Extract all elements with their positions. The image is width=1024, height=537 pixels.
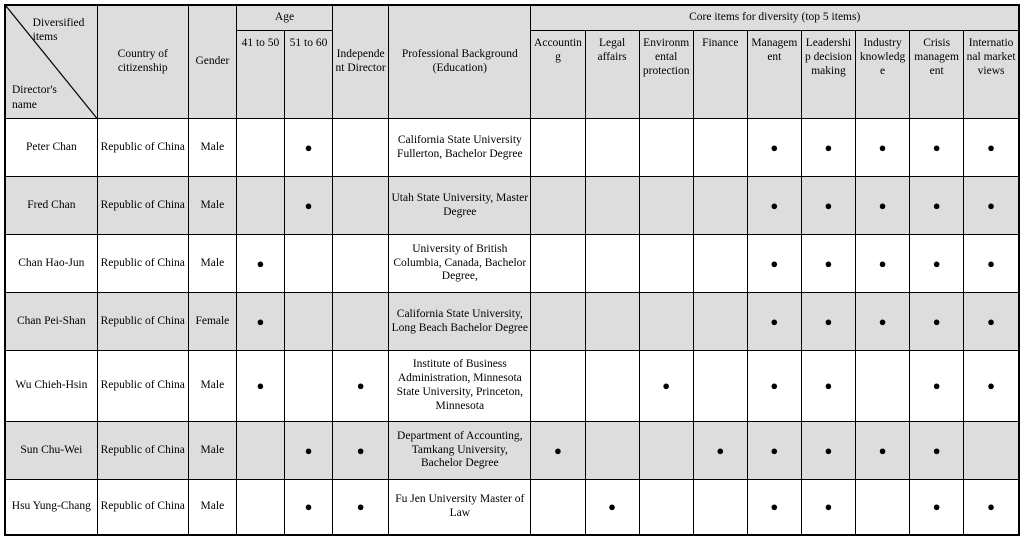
core-mark-cell xyxy=(639,119,693,177)
core-mark-cell: ● xyxy=(856,177,910,235)
age-41-50-cell: ● xyxy=(236,351,284,422)
background-cell: Department of Accounting, Tamkang University, Bachelor Degree xyxy=(389,422,531,480)
core-mark-cell: ● xyxy=(747,235,801,293)
core-mark-cell: ● xyxy=(964,119,1019,177)
core-mark-cell: ● xyxy=(964,480,1019,536)
core-mark-cell xyxy=(693,480,747,536)
table-row xyxy=(5,293,1019,351)
core-mark-cell: ● xyxy=(910,422,964,480)
core-header-environmental-protection: Environmental protection xyxy=(639,31,693,119)
core-mark-cell xyxy=(693,351,747,422)
background-cell: Fu Jen University Master of Law xyxy=(389,480,531,536)
core-mark-cell: ● xyxy=(747,293,801,351)
core-mark-cell xyxy=(585,293,639,351)
country-cell: Republic of China xyxy=(97,293,188,351)
background-cell: Institute of Business Administration, Minnesota State University, Princeton, Minnesota xyxy=(389,351,531,422)
core-mark-cell xyxy=(585,351,639,422)
gender-cell: Male xyxy=(188,351,236,422)
independent-cell: ● xyxy=(333,351,389,422)
core-mark-cell xyxy=(531,351,585,422)
age-41-50-header: 41 to 50 xyxy=(236,31,284,119)
country-cell: Republic of China xyxy=(97,422,188,480)
background-cell: California State University Fullerton, Bachelor Degree xyxy=(389,119,531,177)
background-cell: California State University, Long Beach Bachelor Degree xyxy=(389,293,531,351)
age-51-60-cell: ● xyxy=(284,177,332,235)
core-mark-cell: ● xyxy=(856,293,910,351)
core-mark-cell xyxy=(693,177,747,235)
director-name-cell: Wu Chieh-Hsin xyxy=(5,351,97,422)
core-mark-cell: ● xyxy=(747,480,801,536)
country-header: Country of citizenship xyxy=(97,5,188,119)
independent-cell xyxy=(333,177,389,235)
core-mark-cell: ● xyxy=(585,480,639,536)
core-mark-cell: ● xyxy=(801,177,855,235)
core-mark-cell: ● xyxy=(747,422,801,480)
core-mark-cell: ● xyxy=(910,119,964,177)
gender-cell: Male xyxy=(188,235,236,293)
core-mark-cell: ● xyxy=(910,177,964,235)
age-51-60-cell xyxy=(284,235,332,293)
background-cell: University of British Columbia, Canada, Bachelor Degree, xyxy=(389,235,531,293)
core-mark-cell: ● xyxy=(964,177,1019,235)
age-41-50-cell xyxy=(236,480,284,536)
core-mark-cell xyxy=(531,293,585,351)
core-mark-cell xyxy=(856,351,910,422)
director-name-cell: Chan Pei-Shan xyxy=(5,293,97,351)
directors-name-label: Director's name xyxy=(12,84,57,111)
country-cell: Republic of China xyxy=(97,351,188,422)
age-51-60-cell: ● xyxy=(284,480,332,536)
core-mark-cell: ● xyxy=(964,293,1019,351)
core-mark-cell: ● xyxy=(964,351,1019,422)
age-41-50-cell xyxy=(236,119,284,177)
core-mark-cell xyxy=(531,235,585,293)
core-mark-cell: ● xyxy=(964,235,1019,293)
core-mark-cell xyxy=(856,480,910,536)
director-name-cell: Chan Hao-Jun xyxy=(5,235,97,293)
core-mark-cell xyxy=(693,293,747,351)
table-row xyxy=(5,422,1019,480)
table-row xyxy=(5,480,1019,536)
country-cell: Republic of China xyxy=(97,119,188,177)
core-mark-cell: ● xyxy=(856,119,910,177)
core-mark-cell xyxy=(639,422,693,480)
core-mark-cell: ● xyxy=(910,351,964,422)
header-row-top xyxy=(5,5,1019,31)
core-mark-cell: ● xyxy=(801,119,855,177)
core-mark-cell: ● xyxy=(856,422,910,480)
table-row xyxy=(5,119,1019,177)
core-mark-cell: ● xyxy=(639,351,693,422)
core-mark-cell: ● xyxy=(801,480,855,536)
gender-cell: Female xyxy=(188,293,236,351)
core-mark-cell: ● xyxy=(693,422,747,480)
core-mark-cell xyxy=(639,480,693,536)
country-cell: Republic of China xyxy=(97,177,188,235)
core-mark-cell: ● xyxy=(801,351,855,422)
gender-cell: Male xyxy=(188,480,236,536)
age-41-50-cell xyxy=(236,177,284,235)
core-mark-cell xyxy=(693,119,747,177)
core-mark-cell xyxy=(531,480,585,536)
independent-cell xyxy=(333,293,389,351)
independent-cell xyxy=(333,119,389,177)
country-cell: Republic of China xyxy=(97,235,188,293)
core-mark-cell: ● xyxy=(801,293,855,351)
core-header-international-market: International market views xyxy=(964,31,1019,119)
director-name-cell: Hsu Yung-Chang xyxy=(5,480,97,536)
board-diversity-table xyxy=(4,4,1020,536)
director-name-cell: Sun Chu-Wei xyxy=(5,422,97,480)
core-mark-cell: ● xyxy=(531,422,585,480)
core-mark-cell xyxy=(531,119,585,177)
core-mark-cell xyxy=(964,422,1019,480)
core-mark-cell: ● xyxy=(910,293,964,351)
age-51-60-cell: ● xyxy=(284,119,332,177)
table-row xyxy=(5,235,1019,293)
core-header-crisis-management: Crisis management xyxy=(910,31,964,119)
age-51-60-cell xyxy=(284,293,332,351)
age-51-60-header: 51 to 60 xyxy=(284,31,332,119)
age-header: Age xyxy=(236,5,332,31)
director-rows xyxy=(5,119,1019,536)
core-mark-cell: ● xyxy=(747,119,801,177)
core-mark-cell xyxy=(585,422,639,480)
age-51-60-cell xyxy=(284,351,332,422)
core-header-finance: Finance xyxy=(693,31,747,119)
director-name-cell: Fred Chan xyxy=(5,177,97,235)
table-row xyxy=(5,351,1019,422)
gender-header: Gender xyxy=(188,5,236,119)
age-41-50-cell: ● xyxy=(236,293,284,351)
diagonal-header-cell xyxy=(5,5,97,119)
core-mark-cell: ● xyxy=(856,235,910,293)
core-mark-cell xyxy=(531,177,585,235)
core-mark-cell xyxy=(585,119,639,177)
independent-cell xyxy=(333,235,389,293)
table-row xyxy=(5,177,1019,235)
core-mark-cell xyxy=(693,235,747,293)
core-mark-cell: ● xyxy=(747,177,801,235)
diversified-items-label: Diversified items xyxy=(32,17,85,44)
core-mark-cell xyxy=(585,235,639,293)
gender-cell: Male xyxy=(188,177,236,235)
director-name-cell: Peter Chan xyxy=(5,119,97,177)
independent-cell: ● xyxy=(333,422,389,480)
age-41-50-cell: ● xyxy=(236,235,284,293)
core-mark-cell: ● xyxy=(910,480,964,536)
core-header-industry-knowledge: Industry knowledge xyxy=(856,31,910,119)
core-header-accounting: Accounting xyxy=(531,31,585,119)
age-41-50-cell xyxy=(236,422,284,480)
core-mark-cell: ● xyxy=(801,422,855,480)
core-mark-cell xyxy=(585,177,639,235)
age-51-60-cell: ● xyxy=(284,422,332,480)
gender-cell: Male xyxy=(188,422,236,480)
core-mark-cell: ● xyxy=(910,235,964,293)
independent-header: Independent Director xyxy=(333,5,389,119)
core-mark-cell: ● xyxy=(747,351,801,422)
core-header-leadership: Leadership decision making xyxy=(801,31,855,119)
core-header-management: Management xyxy=(747,31,801,119)
background-cell: Utah State University, Master Degree xyxy=(389,177,531,235)
core-header-legal-affairs: Legal affairs xyxy=(585,31,639,119)
core-mark-cell xyxy=(639,177,693,235)
background-header: Professional Background (Education) xyxy=(389,5,531,119)
core-mark-cell xyxy=(639,293,693,351)
core-items-header: Core items for diversity (top 5 items) xyxy=(531,5,1019,31)
gender-cell: Male xyxy=(188,119,236,177)
core-mark-cell xyxy=(639,235,693,293)
independent-cell: ● xyxy=(333,480,389,536)
core-mark-cell: ● xyxy=(801,235,855,293)
country-cell: Republic of China xyxy=(97,480,188,536)
